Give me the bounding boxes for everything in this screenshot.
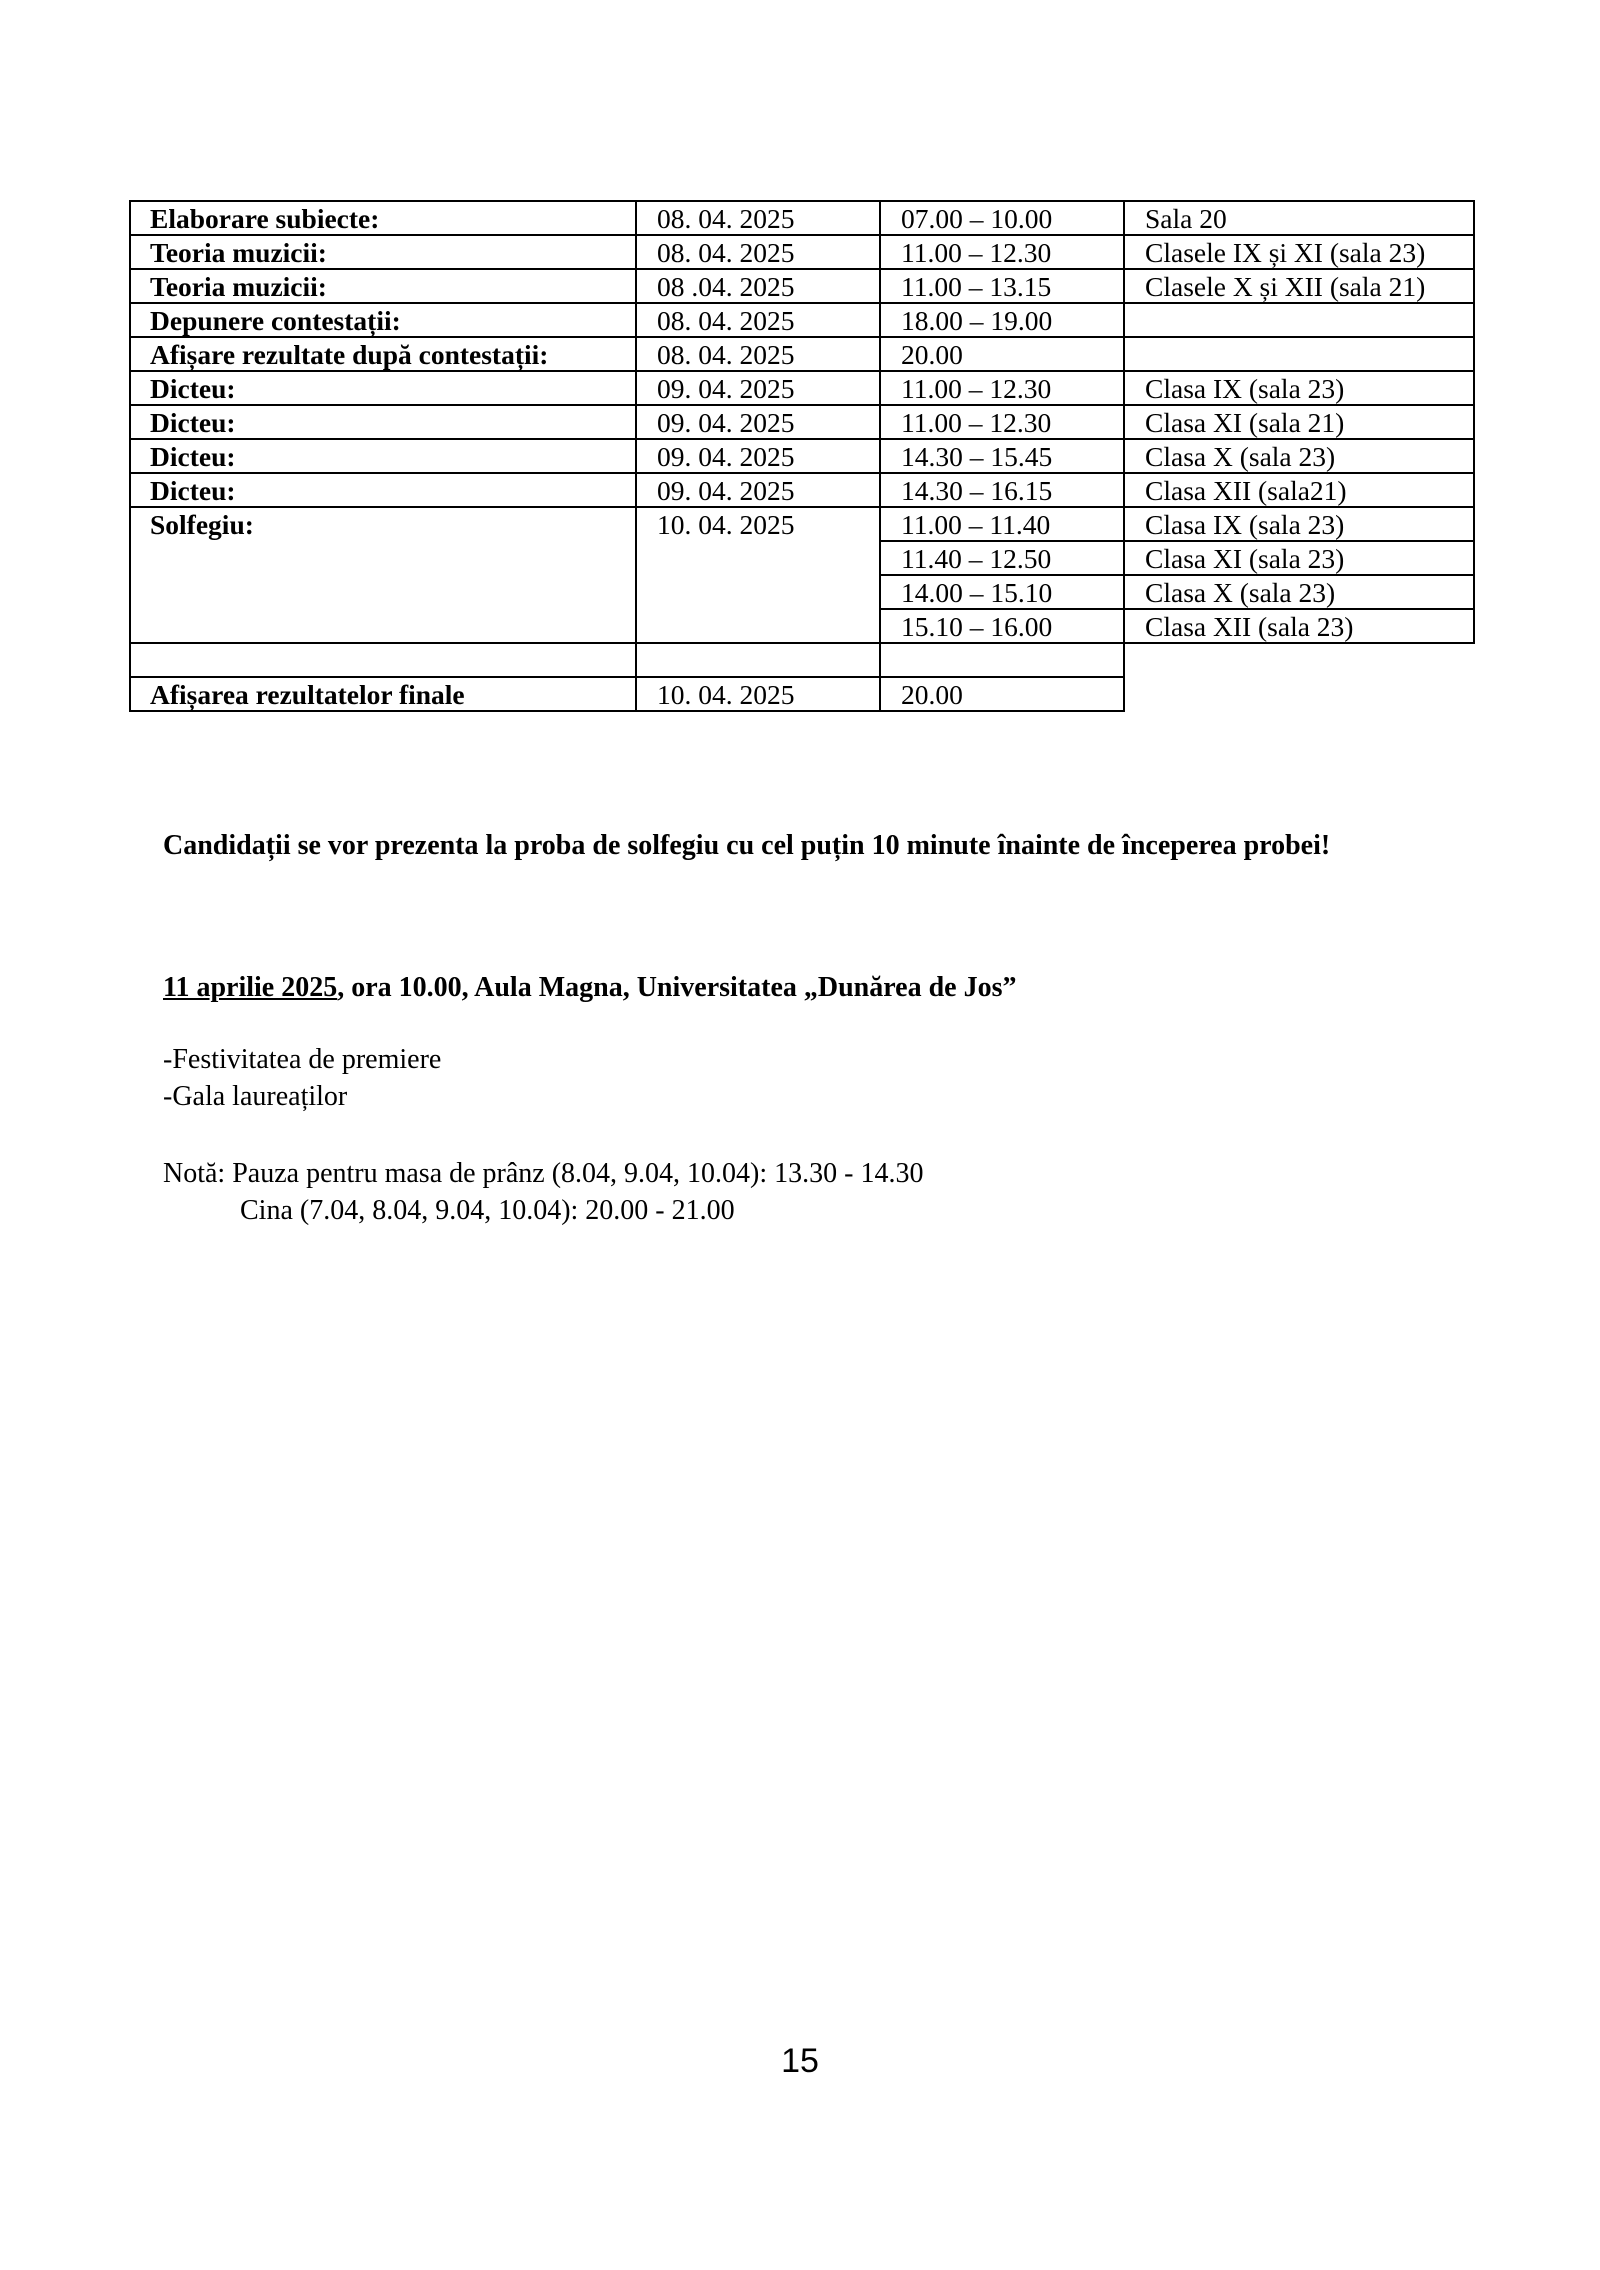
time-cell: 07.00 – 10.00 xyxy=(880,201,1124,235)
table-row xyxy=(130,575,1474,609)
time-cell: 15.10 – 16.00 xyxy=(880,609,1124,643)
event-cell: Dicteu: xyxy=(130,473,636,507)
room-cell xyxy=(1124,643,1474,677)
award-details: , ora 10.00, Aula Magna, Universitatea „Dunărea de Jos” xyxy=(337,972,1017,1003)
meal-note xyxy=(163,1155,923,1229)
date-cell xyxy=(636,541,880,575)
date-cell xyxy=(636,575,880,609)
room-cell xyxy=(1124,677,1474,711)
award-items-list xyxy=(163,1041,441,1115)
event-cell xyxy=(130,575,636,609)
date-cell: 10. 04. 2025 xyxy=(636,677,880,711)
room-cell: Clasele X și XII (sala 21) xyxy=(1124,269,1474,303)
table-row xyxy=(130,609,1474,643)
table-row xyxy=(130,235,1474,269)
event-cell: Dicteu: xyxy=(130,371,636,405)
time-cell: 20.00 xyxy=(880,677,1124,711)
event-cell xyxy=(130,609,636,643)
time-cell: 14.30 – 15.45 xyxy=(880,439,1124,473)
date-cell xyxy=(636,643,880,677)
table-row xyxy=(130,507,1474,541)
event-cell: Afișare rezultate după contestații: xyxy=(130,337,636,371)
time-cell: 11.00 – 11.40 xyxy=(880,507,1124,541)
table-row xyxy=(130,677,1474,711)
event-cell: Depunere contestații: xyxy=(130,303,636,337)
time-cell: 11.00 – 12.30 xyxy=(880,405,1124,439)
note-line-lunch: Notă: Pauza pentru masa de prânz (8.04, 9.04, 10.04): 13.30 - 14.30 xyxy=(163,1158,924,1189)
room-cell xyxy=(1124,337,1474,371)
solfegiu-notice: Candidații se vor prezenta la proba de solfegiu cu cel puțin 10 minute înainte de începerea probei! xyxy=(163,830,1331,861)
time-cell: 11.40 – 12.50 xyxy=(880,541,1124,575)
time-cell: 14.30 – 16.15 xyxy=(880,473,1124,507)
time-cell: 18.00 – 19.00 xyxy=(880,303,1124,337)
note-line-dinner: Cina (7.04, 8.04, 9.04, 10.04): 20.00 - 21.00 xyxy=(240,1195,735,1226)
schedule-table xyxy=(129,200,1475,712)
time-cell: 14.00 – 15.10 xyxy=(880,575,1124,609)
table-row xyxy=(130,337,1474,371)
table-row xyxy=(130,439,1474,473)
table-row xyxy=(130,201,1474,235)
table-row xyxy=(130,405,1474,439)
date-cell: 09. 04. 2025 xyxy=(636,473,880,507)
date-cell: 09. 04. 2025 xyxy=(636,371,880,405)
date-cell: 10. 04. 2025 xyxy=(636,507,880,541)
room-cell: Clasa XII (sala 23) xyxy=(1124,609,1474,643)
date-cell: 09. 04. 2025 xyxy=(636,405,880,439)
room-cell: Clasa IX (sala 23) xyxy=(1124,371,1474,405)
table-row xyxy=(130,371,1474,405)
event-cell xyxy=(130,541,636,575)
room-cell: Sala 20 xyxy=(1124,201,1474,235)
event-cell: Solfegiu: xyxy=(130,507,636,541)
room-cell: Clasa XII (sala21) xyxy=(1124,473,1474,507)
list-item: -Gala laureaților xyxy=(163,1081,348,1112)
date-cell: 08. 04. 2025 xyxy=(636,235,880,269)
event-cell: Afișarea rezultatelor finale xyxy=(130,677,636,711)
time-cell: 20.00 xyxy=(880,337,1124,371)
room-cell xyxy=(1124,303,1474,337)
event-cell: Dicteu: xyxy=(130,439,636,473)
table-row xyxy=(130,303,1474,337)
room-cell: Clasa XI (sala 21) xyxy=(1124,405,1474,439)
room-cell: Clasa XI (sala 23) xyxy=(1124,541,1474,575)
time-cell: 11.00 – 12.30 xyxy=(880,371,1124,405)
award-ceremony-line xyxy=(163,972,1016,1004)
table-row xyxy=(130,269,1474,303)
table-row xyxy=(130,643,1474,677)
room-cell: Clasa X (sala 23) xyxy=(1124,575,1474,609)
room-cell: Clasa X (sala 23) xyxy=(1124,439,1474,473)
time-cell xyxy=(880,643,1124,677)
table-row xyxy=(130,473,1474,507)
event-cell: Elaborare subiecte: xyxy=(130,201,636,235)
event-cell: Dicteu: xyxy=(130,405,636,439)
time-cell: 11.00 – 13.15 xyxy=(880,269,1124,303)
table-row xyxy=(130,541,1474,575)
award-date: 11 aprilie 2025 xyxy=(163,972,338,1003)
page-number: 15 xyxy=(781,2042,819,2080)
room-cell: Clasa IX (sala 23) xyxy=(1124,507,1474,541)
date-cell: 08 .04. 2025 xyxy=(636,269,880,303)
event-cell: Teoria muzicii: xyxy=(130,235,636,269)
date-cell: 08. 04. 2025 xyxy=(636,201,880,235)
room-cell: Clasele IX și XI (sala 23) xyxy=(1124,235,1474,269)
date-cell: 08. 04. 2025 xyxy=(636,303,880,337)
event-cell: Teoria muzicii: xyxy=(130,269,636,303)
event-cell xyxy=(130,643,636,677)
time-cell: 11.00 – 12.30 xyxy=(880,235,1124,269)
date-cell: 09. 04. 2025 xyxy=(636,439,880,473)
date-cell: 08. 04. 2025 xyxy=(636,337,880,371)
list-item: -Festivitatea de premiere xyxy=(163,1044,442,1075)
date-cell xyxy=(636,609,880,643)
